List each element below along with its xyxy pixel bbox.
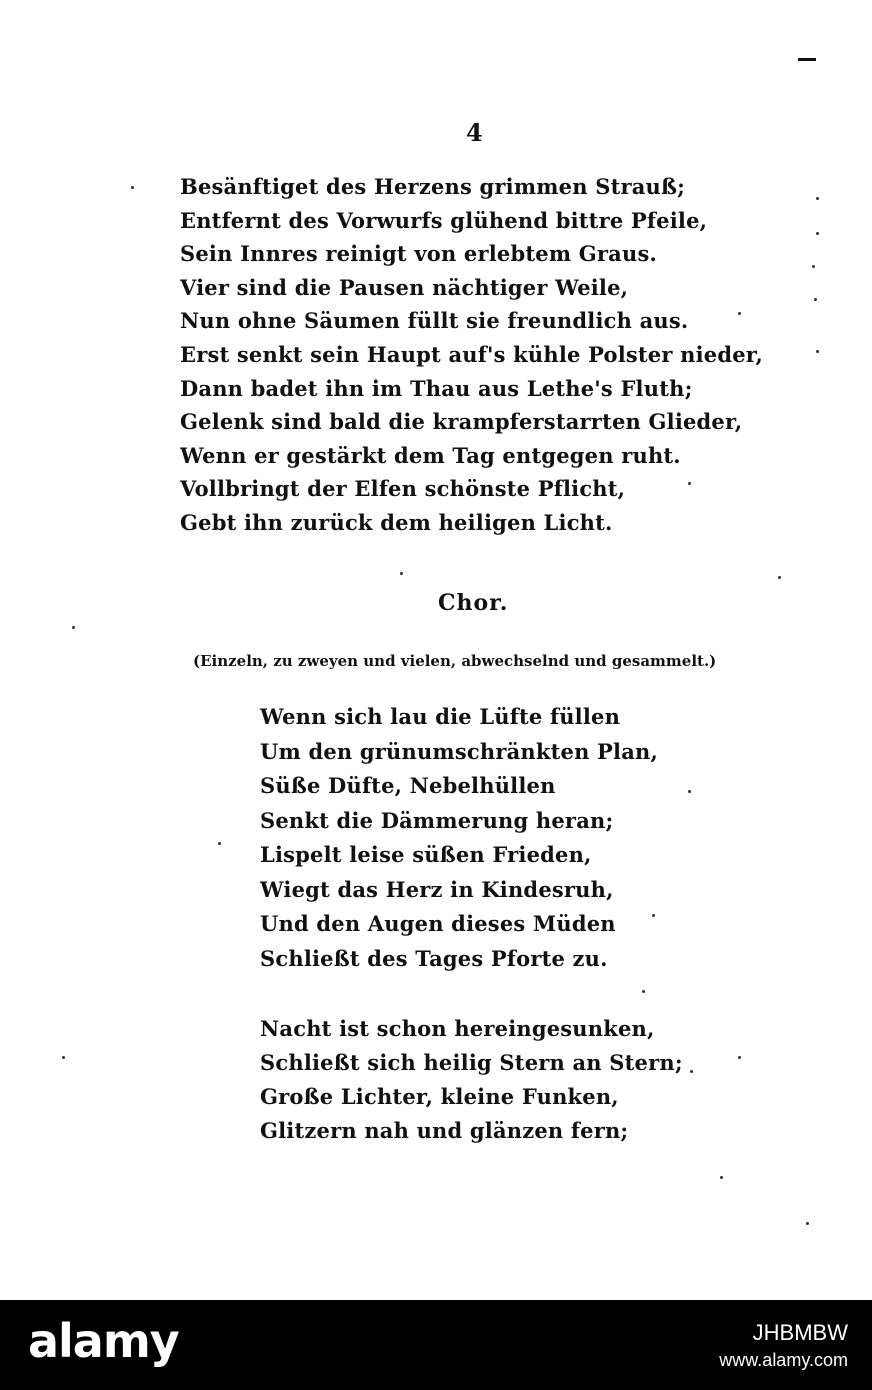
stanza-2 <box>260 700 658 976</box>
verse-line: Wiegt das Herz in Kindesruh, <box>260 876 614 902</box>
verse-line: Vier sind die Pausen nächtiger Weile, <box>180 274 629 300</box>
site-url[interactable]: www.alamy.com <box>719 1350 848 1370</box>
print-speck <box>62 1056 65 1059</box>
print-speck <box>778 576 781 579</box>
verse-line: Lispelt leise süßen Frieden, <box>260 842 592 867</box>
print-speck <box>816 232 819 235</box>
print-speck <box>812 265 815 268</box>
stanza-3 <box>260 1012 683 1148</box>
verse-line: Gebt ihn zurück dem heiligen Licht. <box>180 509 613 535</box>
print-speck <box>642 990 645 993</box>
image-code: JHBMBW <box>752 1320 848 1345</box>
verse-line: Nun ohne Säumen füllt sie freundlich aus. <box>180 308 689 334</box>
page-number: 4 <box>466 118 483 147</box>
print-speck <box>652 914 655 917</box>
print-speck <box>720 1176 723 1179</box>
verse-line: Vollbringt der Elfen schönste Pflicht, <box>180 476 626 502</box>
verse-line: Glitzern nah und glänzen fern; <box>260 1118 629 1143</box>
alamy-logo: alamy <box>28 1314 179 1368</box>
verse-line: Große Lichter, kleine Funken, <box>260 1084 619 1109</box>
verse-line: Senkt die Dämmerung heran; <box>260 807 614 833</box>
print-speck <box>814 298 817 301</box>
print-speck <box>131 186 134 189</box>
section-title: Chor. <box>438 590 509 616</box>
verse-line: Süße Düfte, Nebelhüllen <box>260 773 556 798</box>
stage-direction: (Einzeln, zu zweyen und vielen, abwechselnd und gesammelt.) <box>193 652 717 670</box>
print-speck <box>688 482 691 485</box>
verse-line: Wenn er gestärkt dem Tag entgegen ruht. <box>180 442 681 468</box>
print-speck <box>400 572 403 575</box>
page-edge-mark <box>798 58 816 61</box>
verse-line: Entfernt des Vorwurfs glühend bittre Pfeile, <box>180 207 708 233</box>
verse-line: Um den grünumschränkten Plan, <box>260 738 659 764</box>
print-speck <box>218 842 221 845</box>
verse-line: Und den Augen dieses Müden <box>260 911 616 936</box>
print-speck <box>806 1222 809 1225</box>
image-reference <box>719 1320 848 1371</box>
print-speck <box>738 1056 741 1059</box>
verse-line: Gelenk sind bald die krampferstarrten Glieder, <box>180 409 743 435</box>
print-speck <box>816 197 819 200</box>
print-speck <box>72 626 75 629</box>
verse-line: Schließt des Tages Pforte zu. <box>260 945 608 971</box>
print-speck <box>816 350 819 353</box>
verse-line: Erst senkt sein Haupt auf's kühle Polster nieder, <box>180 341 764 367</box>
print-speck <box>688 790 691 793</box>
verse-line: Wenn sich lau die Lüfte füllen <box>260 704 621 729</box>
stanza-1 <box>180 170 763 540</box>
print-speck <box>690 1070 693 1073</box>
verse-line: Sein Innres reinigt von erlebtem Graus. <box>180 241 657 267</box>
print-speck <box>738 312 741 315</box>
watermark-footer <box>0 1300 872 1390</box>
verse-line: Nacht ist schon hereingesunken, <box>260 1016 655 1041</box>
verse-line: Dann badet ihn im Thau aus Lethe's Fluth; <box>180 375 693 401</box>
verse-line: Besänftiget des Herzens grimmen Strauß; <box>180 174 686 199</box>
verse-line: Schließt sich heilig Stern an Stern; <box>260 1050 683 1075</box>
